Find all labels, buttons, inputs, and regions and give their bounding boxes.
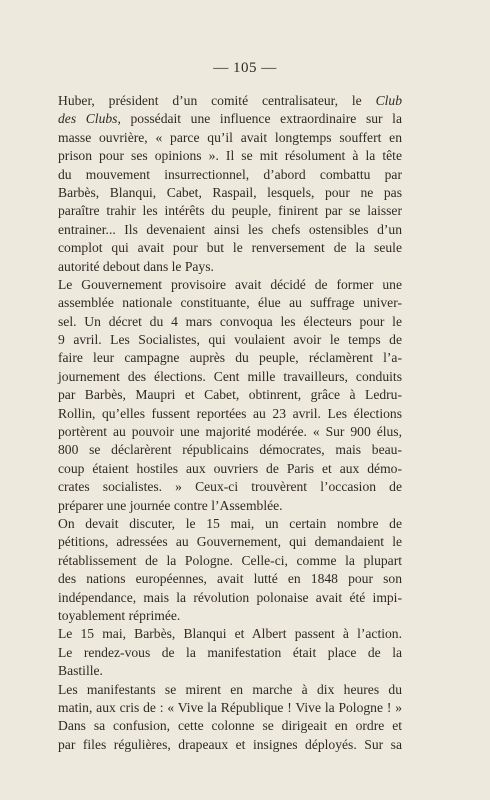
line-text: rétablissement de la Pologne. Celle-ci, comme la plupart	[58, 552, 402, 568]
text-line	[58, 331, 402, 349]
line-text: Rollin, qu’elles fussent reportées au 23 avril. Les élections	[58, 405, 402, 421]
line-text: portèrent au pouvoir une majorité modérée. « Sur 900 élus,	[58, 424, 402, 440]
page-number: — 105 —	[213, 60, 277, 76]
text-line	[58, 552, 402, 570]
line-text: Dans sa confusion, cette colonne se dirigeait en ordre et	[58, 718, 402, 734]
line-text: Les manifestants se mirent en marche à dix heures du	[58, 681, 402, 697]
text-line	[58, 313, 402, 331]
text-line	[58, 736, 402, 754]
line-text: matin, aux cris de : « Vive la République ! Vive la Pologne ! »	[58, 699, 402, 715]
line-text: indépendance, mais la révolution polonaise avait été impi-	[58, 589, 402, 605]
text-line	[58, 699, 402, 717]
line-text: Huber, président d’un comité centralisateur, le	[58, 93, 376, 108]
text-line	[58, 92, 402, 110]
text-line	[58, 533, 402, 551]
text-line	[58, 349, 402, 367]
line-text: paraître trahir les intérêts du peuple, finirent par se laisser	[58, 203, 402, 219]
line-text: Le 15 mai, Barbès, Blanqui et Albert passent à l’action.	[58, 626, 402, 642]
line-text: On devait discuter, le 15 mai, un certain nombre de	[58, 515, 402, 531]
line-text: crates socialistes. » Ceux-ci trouvèrent l’occasion de	[58, 479, 402, 495]
text-line	[58, 681, 402, 699]
line-text: toyablement réprimée.	[58, 607, 181, 623]
text-line	[58, 607, 402, 625]
line-text: coup étaient hostiles aux ouvriers de Paris et aux démo-	[58, 460, 402, 476]
line-text: assemblée nationale constituante, élue au suffrage univer-	[58, 295, 402, 311]
text-line	[58, 405, 402, 423]
line-text: Barbès, Blanqui, Cabet, Raspail, lesquels, pour ne pas	[58, 184, 402, 200]
text-line	[58, 129, 402, 147]
line-text: des nations européennes, avait lutté en 1848 pour son	[58, 571, 402, 587]
text-line	[58, 515, 402, 533]
text-line	[58, 625, 402, 643]
text-line	[58, 110, 402, 128]
text-line	[58, 441, 402, 459]
text-line	[58, 184, 402, 202]
line-text: préparer une journée contre l’Assemblée.	[58, 497, 283, 513]
text-line	[58, 166, 402, 184]
line-text: journement des élections. Cent mille travailleurs, conduits	[58, 368, 402, 384]
line-text: complot qui avait pour but le renversement de la seule	[58, 240, 402, 256]
text-line	[58, 239, 402, 257]
line-text: du mouvement insurrectionnel, d’abord combattu par	[58, 166, 402, 182]
text-line	[58, 460, 402, 478]
text-line	[58, 147, 402, 165]
text-line	[58, 202, 402, 220]
line-text: autorité debout dans le Pays.	[58, 258, 214, 274]
text-line	[58, 294, 402, 312]
text-line	[58, 368, 402, 386]
line-text: prison pour ses opinions ». Il se mit résolument à la tête	[58, 148, 402, 164]
line-text: , possédait une influence extraordinaire sur la	[117, 111, 402, 127]
line-text: 800 se déclarèrent républicains démocrates, mais beau-	[58, 442, 402, 458]
italic-text: des Clubs	[58, 111, 118, 127]
line-text: 9 avril. Les Socialistes, qui voulaient avoir le temps de	[58, 332, 402, 348]
text-line	[58, 497, 402, 515]
line-text: masse ouvrière, « parce qu’il avait longtemps souffert en	[58, 129, 402, 145]
italic-text: Club	[375, 93, 402, 108]
line-text: entrainer... Ils devenaient ainsi les chefs ostensibles d’un	[58, 221, 402, 237]
text-line	[58, 644, 402, 662]
text-line	[58, 662, 402, 680]
line-text: Le Gouvernement provisoire avait décidé de former une	[58, 276, 402, 292]
line-text: Bastille.	[58, 663, 103, 679]
text-line	[58, 276, 402, 294]
line-text: par files régulières, drapeaux et insignes déployés. Sur sa	[58, 736, 402, 752]
text-line	[58, 221, 402, 239]
text-line	[58, 423, 402, 441]
line-text: par Barbès, Maupri et Cabet, obtinrent, grâce à Ledru-	[58, 387, 402, 403]
line-text: pétitions, adressées au Gouvernement, qui demandaient le	[58, 534, 402, 550]
body-text	[58, 92, 402, 754]
text-line	[58, 478, 402, 496]
line-text: faire leur campagne auprès du peuple, réclamèrent l’a-	[58, 350, 402, 366]
text-line	[58, 717, 402, 735]
line-text: Le rendez-vous de la manifestation était place de la	[58, 644, 402, 660]
line-text: sel. Un décret du 4 mars convoqua les électeurs pour le	[58, 313, 402, 329]
text-line	[58, 386, 402, 404]
text-line	[58, 589, 402, 607]
text-line	[58, 258, 402, 276]
text-line	[58, 570, 402, 588]
